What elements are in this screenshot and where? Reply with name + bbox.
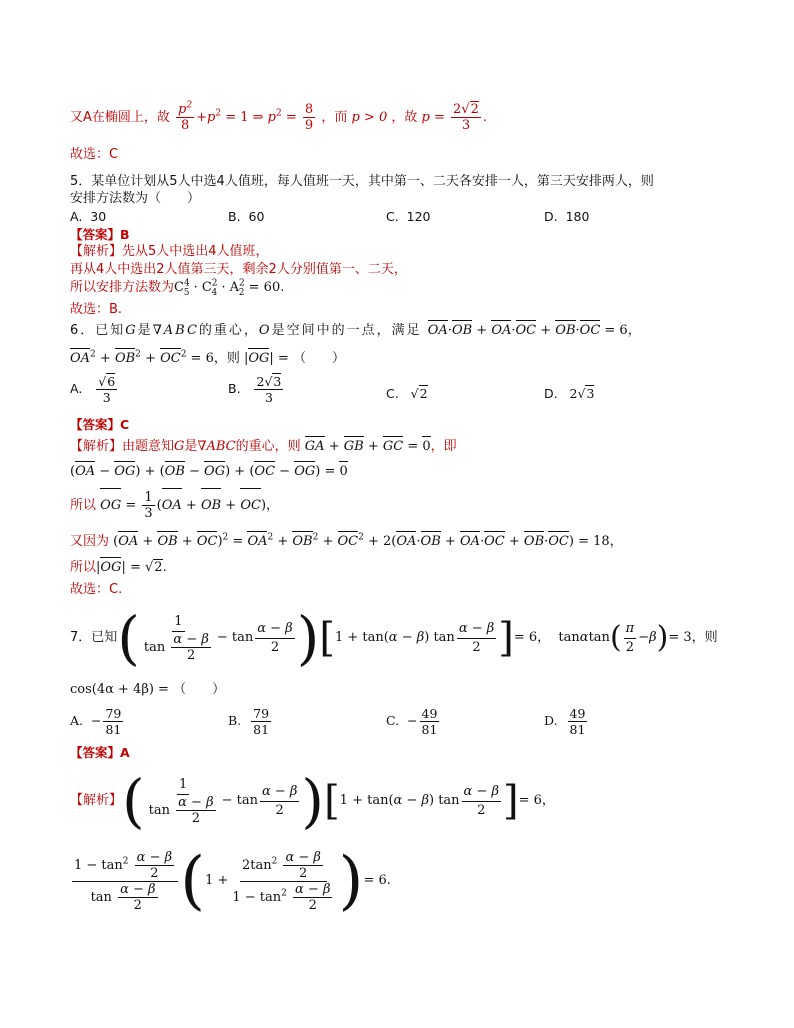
q5-option-b: B. 60 [228,209,265,224]
q6-analysis-line3: 所以 OG = $\frac{1}{3}$ (OA + OB + OC)， [70,490,280,521]
q5-analysis-line3: 所以安排方法数为$C^4_5 \cdot C^2_4 \cdot A^2_2 = 60$. [70,278,285,298]
q6-option-d: D. 2√3 [544,386,595,401]
q7-analysis-line1: 【解析】 ( 1 tan $\frac{\alpha - \beta}{2}$ − tan $\frac{\alpha - \beta}{2}$ ) [ 1 + tan( α − β ) tan $\frac{\alpha - \beta}{2}$ ] = 6， [70,767,555,835]
q6-select: 故选：C. [70,582,123,597]
q6-analysis-line2: (OA − OG) + (OB − OG) + (OC − OG) = 0 [70,464,348,479]
q4-mid: ，而 [321,110,348,125]
q7-option-a: A. − $\frac{79}{81}$ [70,706,122,737]
q4-result: p = $\frac{2√2}{3}$ . [421,102,488,133]
q5-analysis-line1: 【解析】先从5人中选出4人值班， [70,244,269,259]
q4-conclusion [70,98,487,138]
q4-so: ，故 [391,110,418,125]
q5-answer: 【答案】B [70,227,130,242]
q7-option-d: D. $\frac{49}{81}$ [544,706,586,737]
q7-option-b: B. $\frac{79}{81}$ [228,706,270,737]
q5-option-d: D. 180 [544,209,590,224]
q4-formula: $\frac{p^2}{8}$ $+p^2 = 1$ ⇒ $p^2$ = $\frac{8}{9}$ [178,100,314,133]
q7-answer: 【答案】A [70,745,130,760]
q4-cond: p > 0 [351,110,388,125]
q6-option-c: C. √2 [386,386,428,401]
q5-stem-line1: 5．某单位计划从5人中选4人值班，每人值班一天，其中第一、二天各安排一人，第三天安排两人，则 [70,174,654,189]
q6-answer: 【答案】C [70,417,130,432]
q4-select: 故选：C [70,147,119,162]
q6-analysis-line4: 又因为 (OA + OB + $OC)^2 = OA^2 + OB^2 + OC^2 + 2(OA\cdot OB + OA\cdot OC + OB\cdot OC) = 18$， [70,532,623,549]
q5-option-c: C. 120 [386,209,431,224]
q5-stem-line2: 安排方法数为（ ） [70,191,201,206]
q7-stem-line2: cos(4α + 4β) = （ ） [70,682,226,697]
q6-option-b: B. $\frac{2√3}{3}$ [228,374,282,405]
q5-select: 故选：B. [70,302,123,317]
q7-analysis-line2: $1 - \tan^2$ $\frac{\alpha - \beta}{2}$ tan $\frac{\alpha - \beta}{2}$ ( 1 + $2\tan^2$ $\frac{\alpha - \beta}{2}$ $1 - \tan^2$ $\frac{\alpha - \beta}{2}$ ) = 6. [74,844,391,918]
q6-stem-line2: $OA^2 + OB^2 + OC^2 = 6$，则 |OG| = （ ） [70,349,345,366]
q4-prefix: 又A在椭圆上，故 [70,110,170,125]
q5-option-a: A. 30 [70,209,107,224]
q5-analysis-line2: 再从4人中选出2人值第三天，剩余2人分别值第一、二天， [70,262,407,277]
q7-stem-line1: 7．已知 ( 1 tan $\frac{\alpha - \beta}{2}$ − tan $\frac{\alpha - \beta}{2}$ ) [ 1 + tan( α − β ) tan $\frac{\alpha - \beta}{2}$ ] = 6， tan α tan ( $\frac{\pi}{2}$ − β ) = 3 ，则 [70,604,718,672]
q7-option-c: C. − $\frac{49}{81}$ [386,706,438,737]
q6-analysis-line5: 所以|OG| = √2. [70,560,167,575]
q6-stem-line1: 6．已知G是∇ABC的重心，O是空间中的一点，满足 OA·OB + OA·OC + OB·OC = 6， [70,323,641,338]
q6-analysis-line1: 【解析】由题意知G是∇ABC的重心，则 GA + GB + GC = 0，即 [70,439,457,454]
q6-option-a: A. $\frac{√6}{3}$ [70,374,116,405]
